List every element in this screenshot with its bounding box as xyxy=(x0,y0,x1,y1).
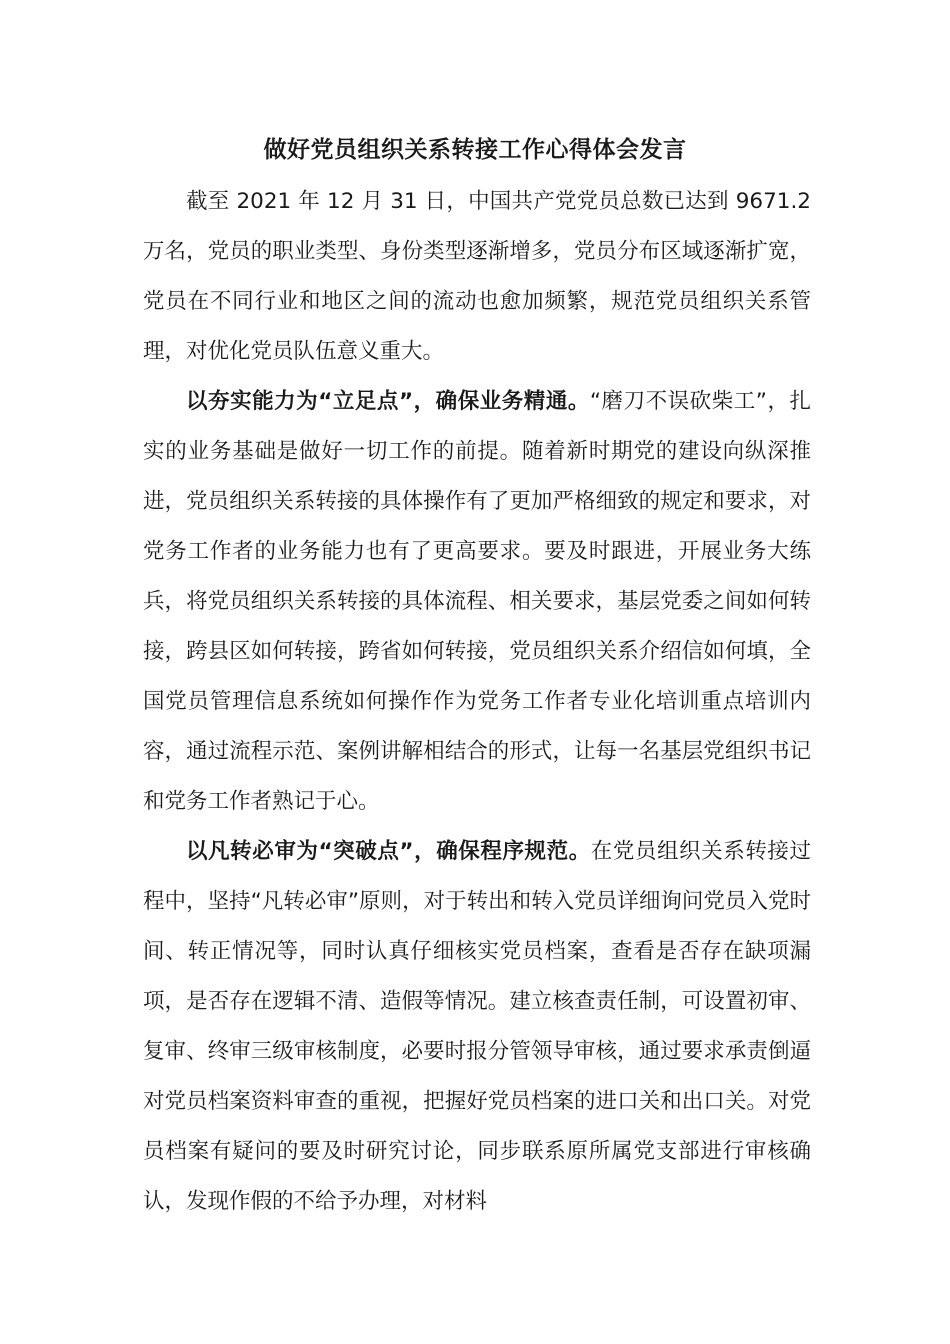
paragraph-lead: 以夯实能力为“立足点”，确保业务精通。 xyxy=(186,389,590,414)
paragraph-text: 截至 2021 年 12 月 31 日，中国共产党党员总数已达到 9671.2 万名，党员的职业类型、身份类型逐渐增多，党员分布区域逐渐扩宽，党员在不同行业和地区之间的流动也愈加频繁，规范党员组织关系管理，对优化党员队伍意义重大。 xyxy=(143,189,811,364)
paragraph-text: “磨刀不误砍柴工”，扎实的业务基础是做好一切工作的前提。随着新时期党的建设向纵深推进，党员组织关系转接的具体操作有了更加严格细致的规定和要求，对党务工作者的业务能力也有了更高要求。要及时跟进，开展业务大练兵，将党员组织关系转接的具体流程、相关要求，基层党委之间如何转接，跨县区如何转接，跨省如何转接，党员组织关系介绍信如何填，全国党员管理信息系统如何操作作为党务工作者专业化培训重点培训内容，通过流程示范、案例讲解相结合的形式，让每一名基层党组织书记和党务工作者熟记于心。 xyxy=(143,389,811,814)
paragraph-text: 在党员组织关系转接过程中，坚持“凡转必审”原则，对于转出和转入党员详细询问党员入党时间、转正情况等，同时认真仔细核实党员档案，查看是否存在缺项漏项，是否存在逻辑不清、造假等情况。建立核查责任制，可设置初审、复审、终审三级审核制度，必要时报分管领导审核，通过要求承责倒逼对党员档案资料审查的重视，把握好党员档案的进口关和出口关。对党员档案有疑问的要及时研究讨论，同步联系原所属党支部进行审核确认，发现作假的不给予办理，对材料 xyxy=(143,839,811,1214)
paragraph-ability xyxy=(143,377,811,827)
document-body xyxy=(143,177,811,1227)
paragraph-lead: 以凡转必审为“突破点”，确保程序规范。 xyxy=(186,839,591,864)
document-title: 做好党员组织关系转接工作心得体会发言 xyxy=(263,137,687,163)
paragraph-review xyxy=(143,827,811,1227)
paragraph-intro xyxy=(143,177,811,377)
